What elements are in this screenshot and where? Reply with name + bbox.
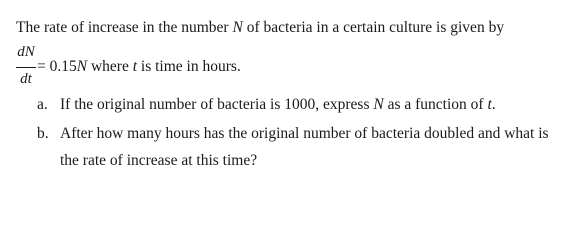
- fraction-denominator: dt: [20, 71, 32, 87]
- equation-variable-t: t: [132, 58, 138, 75]
- question-a-variable-n: N: [373, 96, 384, 113]
- equation-where-suffix: is time in hours.: [137, 58, 241, 75]
- fraction-numerator: dN: [17, 44, 35, 60]
- question-a-text-middle: as a function of: [383, 96, 488, 113]
- variable-n: N: [232, 19, 243, 36]
- question-a-text-end: .: [491, 96, 496, 113]
- intro-text-end: of bacteria in a certain culture is given by: [242, 19, 505, 36]
- equation-variable-n: N: [76, 58, 88, 75]
- fraction-bar: [16, 67, 36, 68]
- equation-where: where: [87, 58, 133, 75]
- question-a-marker: a.: [37, 96, 48, 113]
- question-b-line-1: After how many hours has the original number of bacteria doubled and what is: [60, 125, 549, 142]
- equation-rhs: [37, 59, 241, 75]
- derivative-fraction: [16, 44, 36, 92]
- question-b-marker: b.: [37, 125, 49, 142]
- question-b: [37, 126, 549, 142]
- intro-text-start: The rate of increase in the number: [16, 19, 233, 36]
- problem-intro: [16, 20, 504, 36]
- question-a-variable-t: t: [487, 96, 492, 113]
- question-a: [37, 97, 496, 113]
- question-a-text-start: If the original number of bacteria is 1000, express: [60, 96, 374, 113]
- equation-rhs-prefix: = 0.15: [37, 58, 77, 75]
- question-b-continuation: the rate of increase at this time?: [60, 152, 258, 169]
